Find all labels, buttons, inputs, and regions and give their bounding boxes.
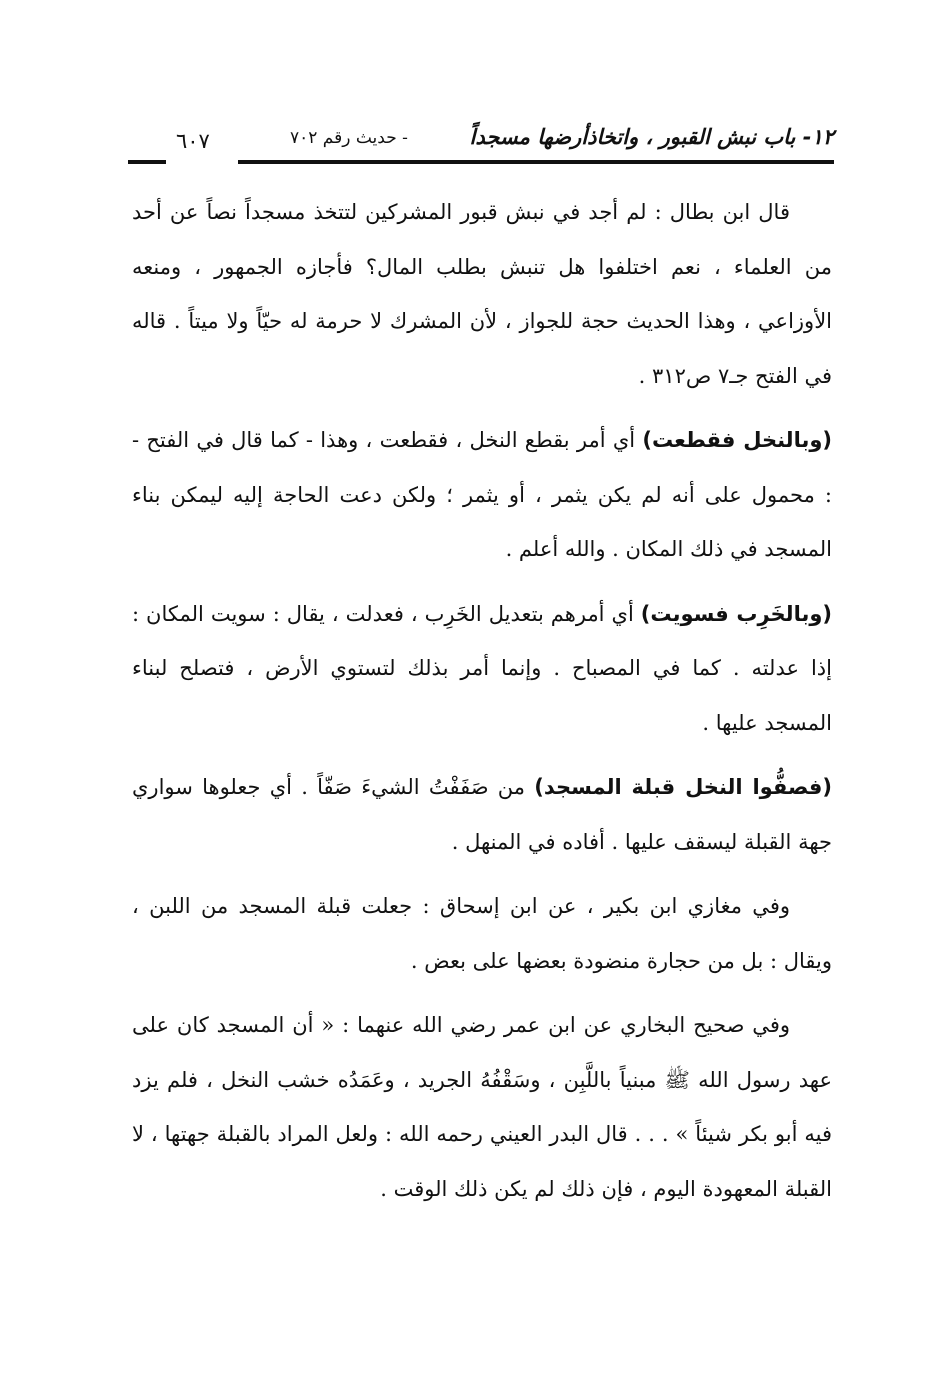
paragraph-text: من صَفَفْتُ الشيءَ صَفّاً . أي جعلوها سواري جهة القبلة ليسقف عليها . أفاده في المنهل . bbox=[132, 775, 832, 854]
paragraph-text: وفي مغازي ابن بكير ، عن ابن إسحاق : جعلت قبلة المسجد من اللبن ، ويقال : بل من حجارة منضودة بعضها على بعض . bbox=[132, 894, 832, 973]
paragraph-maghazi bbox=[132, 879, 832, 988]
paragraph-text: وفي صحيح البخاري عن ابن عمر رضي الله عنهما : « أن المسجد كان على عهد رسول الله ﷺ مبنياً باللَّبِن ، وسَقْفُهُ الجريد ، وعَمَدُه خشب النخل ، فلم يزد فيه أبو بكر شيئاً » . . . قال البدر العيني رحمه الله : ولعل المراد بالقبلة جهتها ، لا القبلة المعهودة اليوم ، فإن ذلك لم يكن ذلك الوقت . bbox=[132, 1013, 832, 1201]
paragraph-kharib bbox=[132, 587, 832, 751]
chapter-title: ١٢- باب نبش القبور ، واتخاذأرضها مسجداً bbox=[469, 125, 834, 149]
paragraph-text: أي أمر بقطع النخل ، فقطعت ، وهذا - كما قال في الفتح - : محمول على أنه لم يكن يثمر ، أو يثمر ؛ ولكن دعت الحاجة إليه ليمكن بناء المسجد في ذلك المكان . والله أعلم . bbox=[132, 428, 832, 561]
quoted-phrase: (وبالنخل فقطعت) bbox=[642, 428, 832, 452]
page-number-dash bbox=[128, 160, 166, 164]
paragraph-text: قال ابن بطال : لم أجد في نبش قبور المشركين لتتخذ مسجداً نصاً عن أحد من العلماء ، نعم اختلفوا هل تنبش بطلب المال؟ فأجازه الجمهور ، ومنعه الأوزاعي ، وهذا الحديث حجة للجواز ، لأن المشرك لا حرمة له حيّاً ولا ميتاً . قاله في الفتح جـ٧ ص٣١٢ . bbox=[132, 200, 832, 388]
hadith-number: - حديث رقم ٧٠٢ bbox=[290, 128, 408, 148]
paragraph-nakhl bbox=[132, 413, 832, 577]
quoted-phrase: (وبالخَرِب فسويت) bbox=[640, 601, 832, 626]
body-text bbox=[132, 185, 832, 1226]
paragraph-ibn-battal bbox=[132, 185, 832, 403]
paragraph-text: أي أمرهم بتعديل الخَرِب ، فعدلت ، يقال : سويت المكان : إذا عدلته . كما في المصباح . وإنما أمر بذلك لتستوي الأرض ، فتصلح لبناء المسجد عليها . bbox=[132, 601, 832, 735]
quoted-phrase: (فصفُّوا النخل قبلة المسجد) bbox=[534, 775, 832, 799]
paragraph-bukhari bbox=[132, 998, 832, 1216]
running-header bbox=[128, 122, 834, 158]
paragraph-saffu bbox=[132, 760, 832, 869]
page-number: ٦٠٧ bbox=[176, 129, 210, 153]
header-rule bbox=[238, 160, 834, 164]
